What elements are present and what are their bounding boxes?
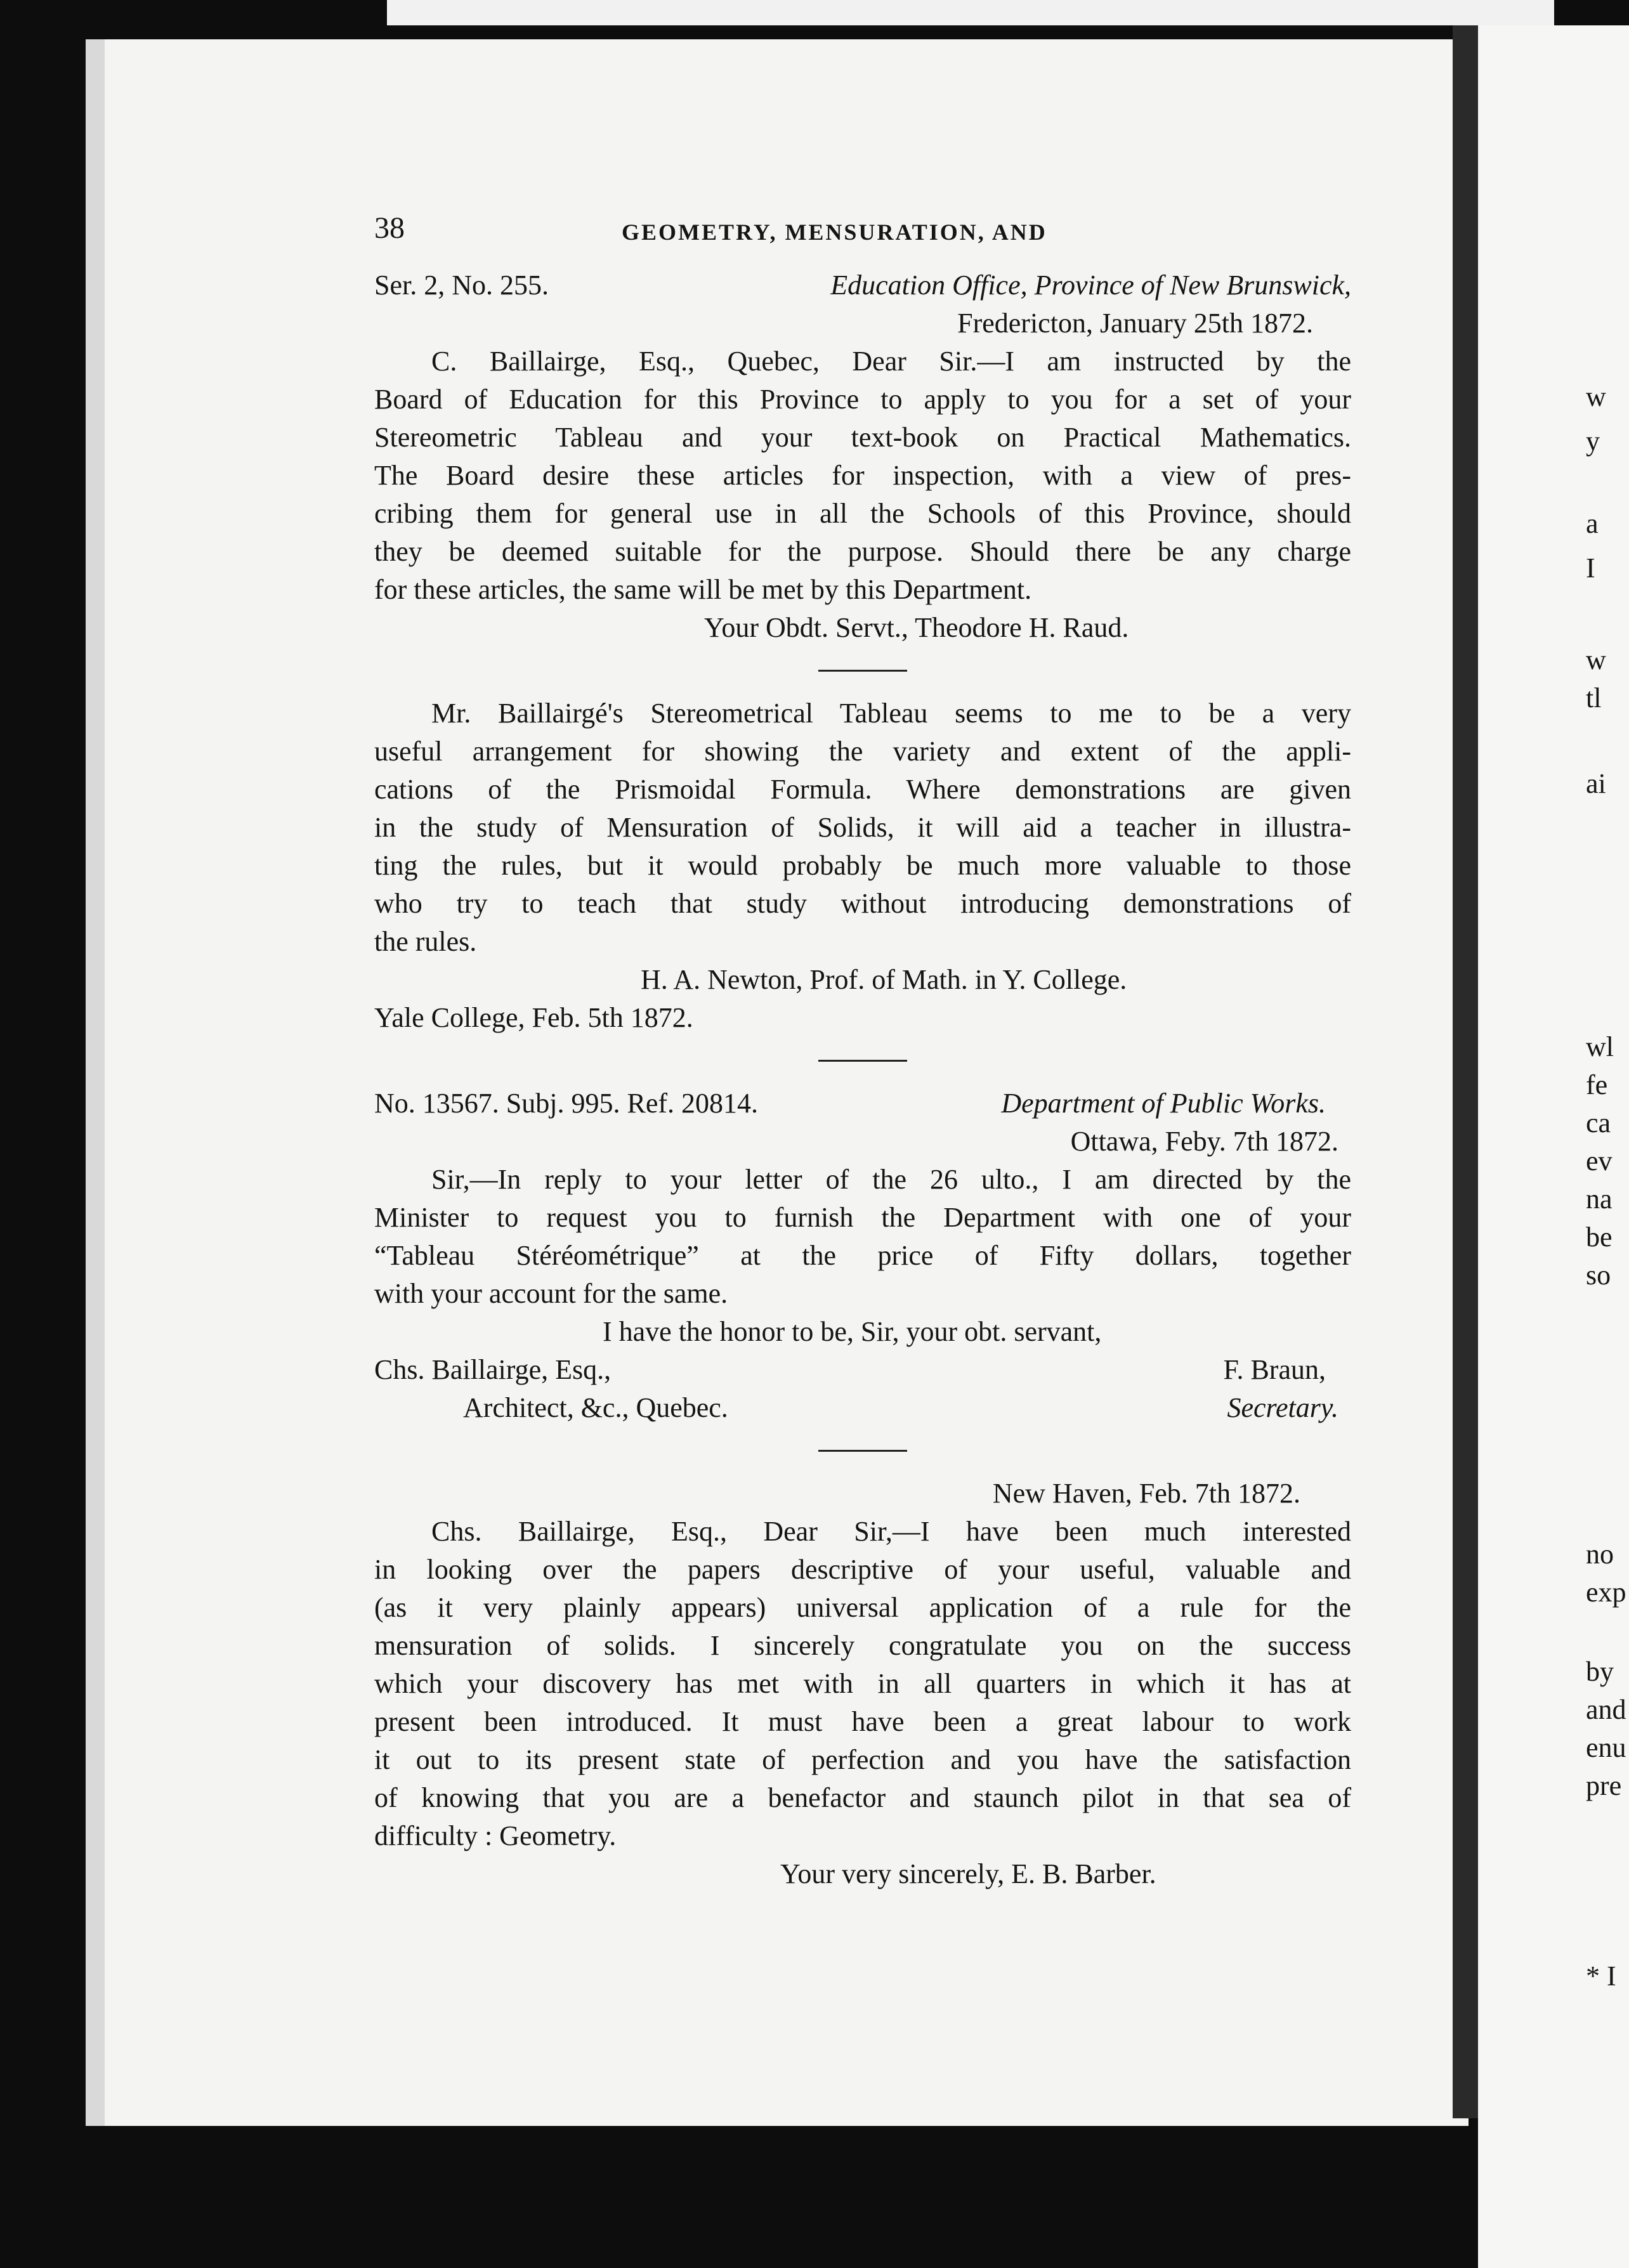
book-spine xyxy=(1453,25,1478,2118)
signer-name: F. Braun, xyxy=(1223,1354,1326,1385)
letter-line: Board of Education for this Province to apply to you for a set of your xyxy=(374,384,1351,415)
letter-line: difficulty : Geometry. xyxy=(374,1820,617,1851)
right-page-fragment: and xyxy=(1586,1694,1626,1725)
right-page-fragment: fe xyxy=(1586,1069,1608,1100)
letter-line: Stereometric Tableau and your text-book on Practical Mathematics. xyxy=(374,422,1351,453)
letter-line: Minister to request you to furnish the Department with one of your xyxy=(374,1202,1351,1233)
right-page-fragment: ai xyxy=(1586,768,1606,799)
letter-signature: Your very sincerely, E. B. Barber. xyxy=(780,1858,1156,1889)
letter-yale xyxy=(374,694,1351,1037)
right-page-fragment: be xyxy=(1586,1222,1613,1253)
right-page-fragment: ev xyxy=(1586,1145,1613,1176)
right-page-fragment: wl xyxy=(1586,1031,1614,1062)
section-divider xyxy=(818,670,907,672)
letter-line: Chs. Baillairge, Esq., Dear Sir,—I have been much interested xyxy=(431,1516,1351,1547)
letter-line: Mr. Baillairgé's Stereometrical Tableau seems to me to be a very xyxy=(431,698,1351,729)
right-page-fragment: exp xyxy=(1586,1577,1626,1608)
letter-line: useful arrangement for showing the variety and extent of the appli- xyxy=(374,736,1351,767)
addressee-place: Architect, &c., Quebec. xyxy=(463,1392,728,1423)
letter-dateline: Yale College, Feb. 5th 1872. xyxy=(374,1002,693,1033)
right-page-fragment: no xyxy=(1586,1539,1614,1570)
letter-line: who try to teach that study without introducing demonstrations of xyxy=(374,888,1351,919)
letter-line: in the study of Mensuration of Solids, it will aid a teacher in illustra- xyxy=(374,812,1351,843)
letter-closing: I have the honor to be, Sir, your obt. servant, xyxy=(603,1316,1102,1347)
right-page-fragment: so xyxy=(1586,1260,1611,1291)
letter-reference: No. 13567. Subj. 995. Ref. 20814. xyxy=(374,1088,758,1119)
letter-signature: Your Obdt. Servt., Theodore H. Raud. xyxy=(704,612,1129,643)
letter-heading xyxy=(374,1085,1351,1123)
addressee-name: Chs. Baillairge, Esq., xyxy=(374,1354,612,1385)
right-page-fragment: pre xyxy=(1586,1770,1622,1801)
letter-heading xyxy=(374,266,1351,304)
letter-reference: Ser. 2, No. 255. xyxy=(374,270,549,301)
letter-line: cations of the Prismoidal Formula. Where demonstrations are given xyxy=(374,774,1351,805)
page-text xyxy=(374,209,1351,1893)
letter-signature-row xyxy=(374,1389,1351,1427)
letter-line: The Board desire these articles for inspection, with a view of pres- xyxy=(374,460,1351,491)
letter-line: Sir,—In reply to your letter of the 26 ulto., I am directed by the xyxy=(431,1164,1351,1195)
letter-line: which your discovery has met with in all quarters in which it has at xyxy=(374,1668,1351,1699)
right-page-fragment: a xyxy=(1586,508,1599,539)
letter-line: they be deemed suitable for the purpose. Should there be any charge xyxy=(374,536,1351,567)
top-page-edge xyxy=(387,0,1554,25)
right-page-fragment: w xyxy=(1586,644,1606,675)
letter-office: Education Office, Province of New Brunswick, xyxy=(830,270,1351,301)
right-page-fragment: y xyxy=(1586,426,1600,457)
letter-line: mensuration of solids. I sincerely congratulate you on the success xyxy=(374,1630,1351,1661)
letter-line: C. Baillairge, Esq., Quebec, Dear Sir.—I am instructed by the xyxy=(431,346,1351,377)
right-page-fragment: na xyxy=(1586,1183,1613,1215)
running-head: GEOMETRY, MENSURATION, AND xyxy=(622,219,1047,245)
letter-public-works xyxy=(374,1085,1351,1427)
letter-line: cribing them for general use in all the Schools of this Province, should xyxy=(374,498,1351,529)
letter-office: Department of Public Works. xyxy=(1001,1088,1326,1119)
letter-line: it out to its present state of perfection and you have the satisfaction xyxy=(374,1744,1351,1775)
letter-new-haven xyxy=(374,1475,1351,1893)
right-page-fragment: I xyxy=(1586,552,1595,583)
letter-line: with your account for the same. xyxy=(374,1278,728,1309)
right-page-fragment: w xyxy=(1586,381,1606,412)
letter-line: in looking over the papers descriptive of your useful, valuable and xyxy=(374,1554,1351,1585)
letter-signature-row xyxy=(374,1351,1351,1389)
right-page-fragment: tl xyxy=(1586,682,1602,714)
letter-line: the rules. xyxy=(374,926,477,957)
letter-line: “Tableau Stéréométrique” at the price of Fifty dollars, together xyxy=(374,1240,1351,1271)
letter-line: present been introduced. It must have been a great labour to work xyxy=(374,1706,1351,1737)
section-divider xyxy=(818,1060,907,1062)
letter-dateline: New Haven, Feb. 7th 1872. xyxy=(992,1478,1300,1509)
signer-title: Secretary. xyxy=(1227,1392,1338,1423)
letter-line: ting the rules, but it would probably be much more valuable to those xyxy=(374,850,1351,881)
letter-line: for these articles, the same will be met by this Department. xyxy=(374,574,1032,605)
page-header xyxy=(374,209,1351,254)
section-divider xyxy=(818,1450,907,1452)
page-number: 38 xyxy=(374,211,405,245)
letter-line: of knowing that you are a benefactor and staunch pilot in that sea of xyxy=(374,1782,1351,1813)
right-page-fragment: enu xyxy=(1586,1732,1626,1763)
right-page-fragment: by xyxy=(1586,1656,1614,1687)
right-page-fragment: * I xyxy=(1586,1960,1616,1991)
letter-dateline: Ottawa, Feby. 7th 1872. xyxy=(1070,1126,1338,1157)
letter-signature: H. A. Newton, Prof. of Math. in Y. College. xyxy=(641,964,1127,995)
letter-dateline: Fredericton, January 25th 1872. xyxy=(957,308,1313,339)
right-page-fragment: ca xyxy=(1586,1107,1611,1138)
letter-new-brunswick xyxy=(374,266,1351,647)
letter-line: (as it very plainly appears) universal application of a rule for the xyxy=(374,1592,1351,1623)
